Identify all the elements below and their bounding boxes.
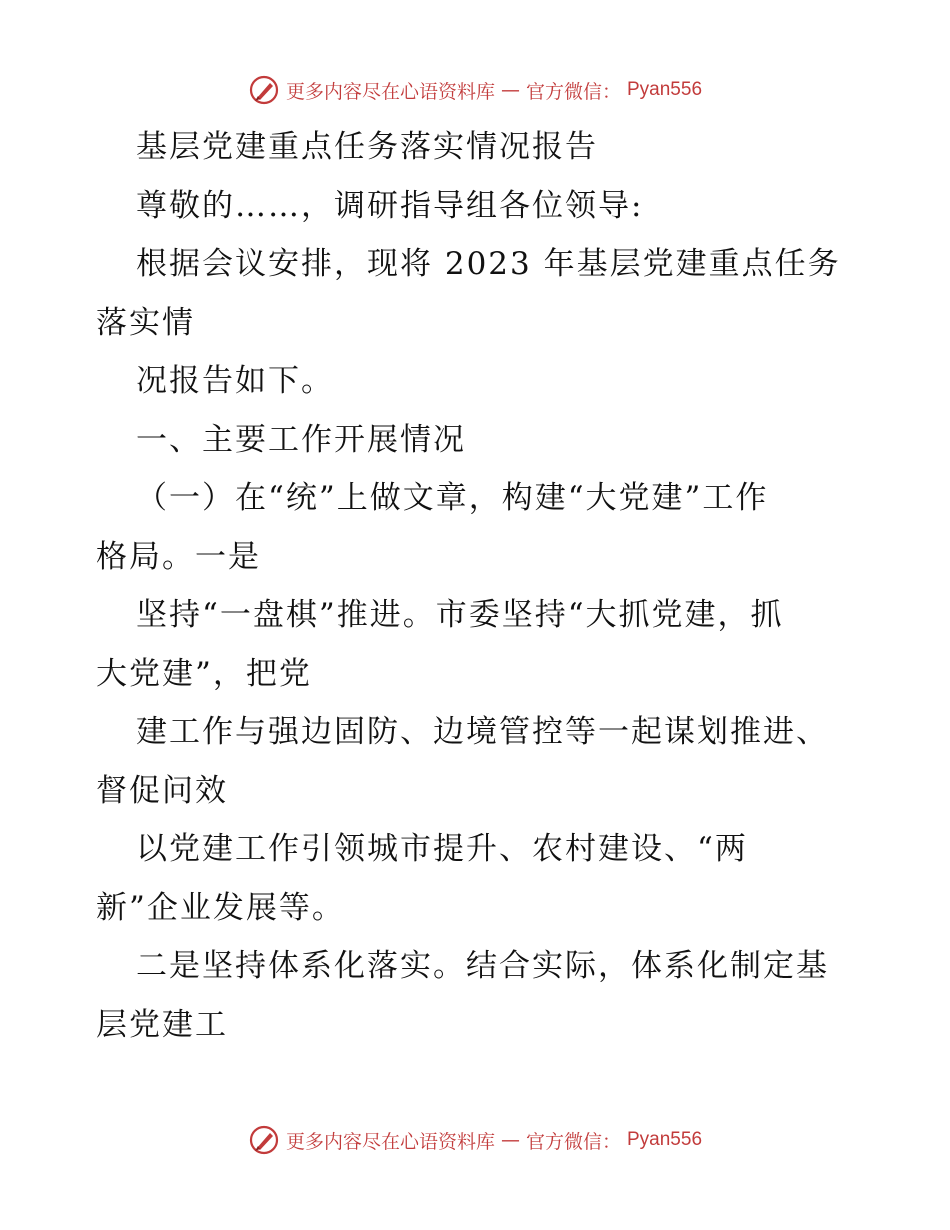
paragraph-line: 根据会议安排，现将 2023 年基层党建重点任务 <box>136 246 841 282</box>
section-heading: 一、主要工作开展情况 <box>136 421 466 458</box>
paragraph-line: 督促问效 <box>96 772 228 809</box>
paragraph-line: 落实情 <box>96 304 195 341</box>
paragraph-line: 层党建工 <box>96 1006 228 1043</box>
watermark-site-text: 更多内容尽在心语资料库 <box>285 80 495 103</box>
paragraph-line: 二是坚持体系化落实。结合实际，体系化制定基 <box>136 948 829 984</box>
salutation-line: 尊敬的……，调研指导组各位领导: <box>136 187 644 224</box>
subsection-heading: （一）在“统”上做文章，构建“大党建”工作 <box>136 480 769 516</box>
paragraph-line: 以党建工作引领城市提升、农村建设、“两 <box>136 831 748 867</box>
document-title: 基层党建重点任务落实情况报告 <box>136 129 598 165</box>
watermark-wechat-label: 官方微信： <box>525 80 621 103</box>
paragraph-line: 新”企业发展等。 <box>96 889 345 926</box>
watermark-banner-bottom <box>0 1120 950 1160</box>
watermark-site-text: 更多内容尽在心语资料库 <box>285 1130 495 1153</box>
paragraph-line: 坚持“一盘棋”推进。市委坚持“大抓党建，抓 <box>136 597 784 633</box>
paragraph-line: 建工作与强边固防、边境管控等一起谋划推进、 <box>136 714 829 750</box>
quill-pen-logo-icon <box>248 74 280 106</box>
quill-pen-logo-icon <box>248 1124 280 1156</box>
watermark-banner-top <box>0 70 950 110</box>
paragraph-line: 况报告如下。 <box>136 363 334 399</box>
watermark-wechat-label: 官方微信： <box>525 1130 621 1153</box>
paragraph-line: 格局。一是 <box>96 538 261 575</box>
watermark-separator: — <box>500 1129 520 1151</box>
watermark-separator: — <box>500 79 520 101</box>
paragraph-line: 大党建”，把党 <box>96 655 312 692</box>
watermark-wechat-id: Pyan556 <box>627 79 703 100</box>
document-body <box>96 118 856 1054</box>
watermark-wechat-id: Pyan556 <box>627 1129 703 1150</box>
